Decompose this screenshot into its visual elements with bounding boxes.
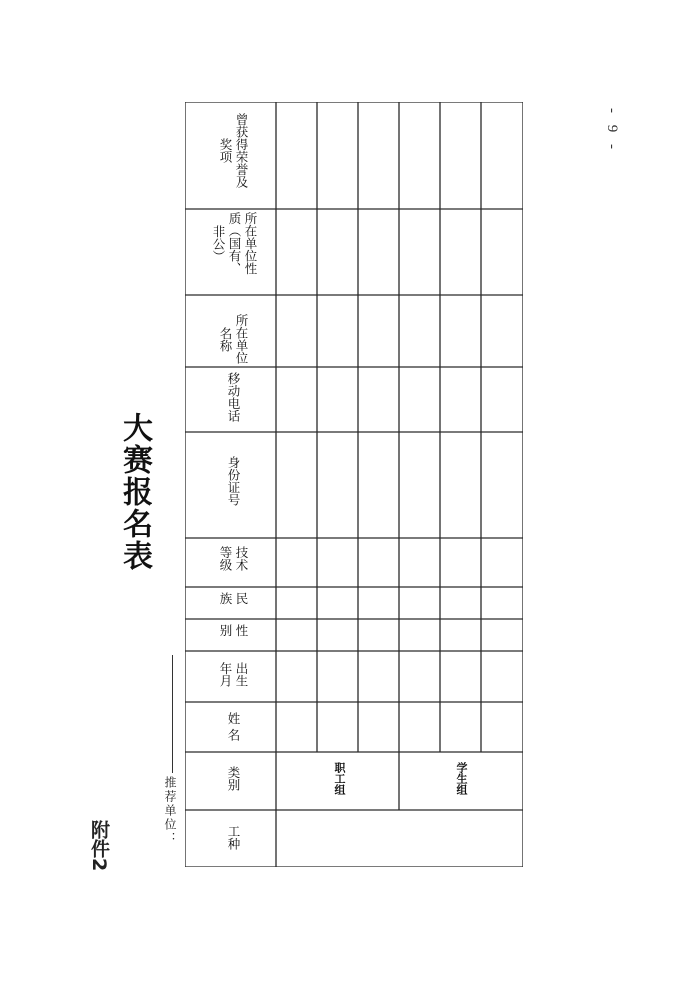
header-mobile: 移动电话 bbox=[226, 372, 241, 422]
form-title: 大赛报名表 bbox=[117, 412, 152, 572]
annex-label: 附件2 bbox=[88, 820, 110, 872]
header-tech-level: 技术 等级 bbox=[218, 546, 249, 571]
header-unit-nature: 所在单位性 质（国有、 非公） bbox=[211, 212, 258, 275]
page-number: - 9 - bbox=[604, 108, 620, 153]
header-job-type: 工种 bbox=[226, 825, 241, 850]
header-id-number: 身份证号 bbox=[226, 456, 241, 506]
recommend-unit-label: 推荐单位： bbox=[163, 776, 177, 846]
group-staff-label: 职工组 bbox=[333, 762, 346, 795]
header-ethnicity: 民 族 bbox=[218, 592, 249, 605]
header-category: 类别 bbox=[226, 766, 241, 791]
header-gender: 性 别 bbox=[218, 624, 249, 637]
header-unit-name: 所在单位 名称 bbox=[218, 314, 249, 364]
group-student-label: 学生组 bbox=[455, 762, 468, 795]
header-name: 姓 名 bbox=[226, 712, 241, 741]
recommend-unit-underline bbox=[172, 655, 173, 773]
header-birth: 出生 年月 bbox=[218, 662, 249, 687]
header-honors: 曾获得荣誉及 奖项 bbox=[218, 113, 249, 188]
